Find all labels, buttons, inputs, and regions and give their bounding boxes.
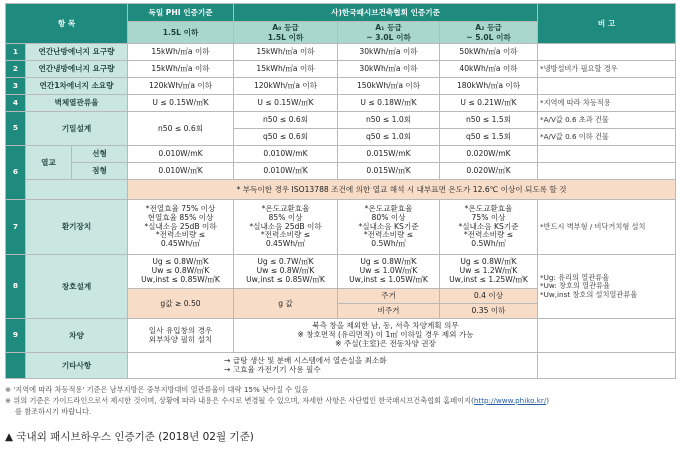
row-label: 연간1차에너지 소요량 <box>26 78 128 95</box>
row-label: 열교 <box>26 146 72 180</box>
header-korea-title: 사)한국패시브건축협회 인증기준 <box>234 4 538 22</box>
a0-value: 120kWh/㎡a 이하 <box>234 78 338 95</box>
german-value: Ug ≤ 0.8W/㎡K Uw ≤ 0.8W/㎡K Uw,inst ≤ 0.85W/㎡K <box>128 255 234 289</box>
row-label: 연간난방에너지 요구량 <box>26 44 128 61</box>
nonres-value: 0.35 이하 <box>440 304 538 319</box>
a0-value: Ug ≤ 0.7W/㎡K Uw ≤ 0.8W/㎡K Uw,inst ≤ 0.85W/㎡K <box>234 255 338 289</box>
header-german-title: 독일 PHI 인증기준 <box>128 4 234 22</box>
summer-label: 주거 <box>338 289 440 304</box>
row-label: 차양 <box>26 319 128 353</box>
a1-value: 30kWh/㎡a 이하 <box>338 61 440 78</box>
remark <box>538 78 676 95</box>
footnote-1: ※ '지역에 따라 차등적용' 기준은 남부지방은 중부지방대비 열관류율이 대략 15% 낮아질 수 있음 <box>5 385 309 394</box>
footnote-2 <box>5 396 675 407</box>
a0-value: 0.010W/mK <box>234 146 338 163</box>
a0-value: q50 ≤ 0.6회 <box>234 129 338 146</box>
g-label: g 값 <box>234 289 338 319</box>
grade-a1-label: A₁ 등급 <box>375 23 402 33</box>
row-number: 2 <box>6 61 26 78</box>
a1-value: U ≤ 0.18W/㎡K <box>338 95 440 112</box>
remark: *A/V값 0.6 이하 건물 <box>538 129 676 146</box>
remark: *Ug: 유리의 열관류율 *Uw: 창호의 열관류율 *Uw,inst 창호의 설치열관류율 <box>538 255 676 319</box>
row-number <box>6 353 26 379</box>
a0-value: *온도교환효율 85% 이상 *실내소음 25dB 이하 *전력소비량 ≤ 0.45Wh/㎥ <box>234 200 338 255</box>
remark <box>538 44 676 61</box>
a2-value: 50kWh/㎡a 이하 <box>440 44 538 61</box>
header-german-sub: 1.5L 이하 <box>128 22 234 44</box>
other-notes: → 급탕 생산 및 분배 시스템에서 열손실을 최소화 → 고효율 가전기기 사용 필수 <box>128 353 538 379</box>
row-number: 7 <box>6 200 26 255</box>
table-row <box>6 319 676 353</box>
a2-value: Ug ≤ 0.8W/㎡K Uw ≤ 1.2W/㎡K Uw,inst ≤ 1.25W/㎡K <box>440 255 538 289</box>
grade-a2-label: A₂ 등급 <box>475 23 502 33</box>
table-row <box>6 95 676 112</box>
a2-value: q50 ≤ 1.5회 <box>440 129 538 146</box>
row-number: 5 <box>6 112 26 146</box>
table-row <box>6 44 676 61</box>
a2-value: *온도교환효율 75% 이상 *실내소음 KS기준 *전력소비량 ≤ 0.5Wh/㎥ <box>440 200 538 255</box>
row-label: 기밀설계 <box>26 112 128 146</box>
german-value: n50 ≤ 0.6회 <box>128 112 234 146</box>
a1-value: Ug ≤ 0.8W/㎡K Uw ≤ 1.0W/㎡K Uw,inst ≤ 1.05W/㎡K <box>338 255 440 289</box>
a0-value: 15kWh/㎡a 이하 <box>234 44 338 61</box>
nonres-label: 비주거 <box>338 304 440 319</box>
standards-table <box>5 3 676 379</box>
remark: *냉방설비가 필요할 경우 <box>538 61 676 78</box>
table-row <box>6 112 676 129</box>
row-label: 환기장치 <box>26 200 128 255</box>
row-label: 기타사항 <box>26 353 128 379</box>
remark <box>538 319 676 353</box>
a1-value: 0.015W/㎡K <box>338 163 440 180</box>
header-grade-a0 <box>234 22 338 44</box>
a2-value: 0.020W/㎡K <box>440 163 538 180</box>
table-row <box>6 163 676 180</box>
a1-value: 150kWh/㎡a 이하 <box>338 78 440 95</box>
row-number: 6 <box>6 146 26 200</box>
german-value: U ≤ 0.15W/㎡K <box>128 95 234 112</box>
german-value: *전열효율 75% 이상 현열효율 85% 이상 *실내소음 25dB 이하 *전력소비량 ≤ 0.45Wh/㎥ <box>128 200 234 255</box>
a1-value: *온도교환효율 80% 이상 *실내소음 KS기준 *전력소비량 ≤ 0.5Wh/㎥ <box>338 200 440 255</box>
sub-label: 선형 <box>72 146 128 163</box>
g-value: g값 ≥ 0.50 <box>128 289 234 319</box>
korea-value: 북측 창을 제외한 남, 동, 서측 차양계획 의무 ※ 창호면적 (유리면적) 이 1㎡ 이하일 경우 제외 가능 ※ 주실(主室)은 전동차양 권장 <box>234 319 538 353</box>
footnote-2-close: ) <box>546 395 550 405</box>
a1-value: q50 ≤ 1.0회 <box>338 129 440 146</box>
row-number: 9 <box>6 319 26 353</box>
row-number: 8 <box>6 255 26 319</box>
a0-value: 0.010W/㎡K <box>234 163 338 180</box>
header-remarks: 비 고 <box>538 4 676 44</box>
a1-value: 30kWh/㎡a 이하 <box>338 44 440 61</box>
table-row <box>6 146 676 163</box>
footnote-2-cont: 를 참조하시기 바랍니다. <box>15 406 92 416</box>
header-item: 항 목 <box>6 4 128 44</box>
document <box>5 3 675 444</box>
footnotes <box>5 385 675 417</box>
remark <box>538 353 676 379</box>
a2-value: 180kWh/㎡a 이하 <box>440 78 538 95</box>
grade-a1-sub: ~ 3.0L 이하 <box>366 32 411 42</box>
table-row <box>6 353 676 379</box>
german-value: 0.010W/㎡K <box>128 163 234 180</box>
row-label: 창호설계 <box>26 255 128 319</box>
summer-value: 0.4 이상 <box>440 289 538 304</box>
header-grade-a2 <box>440 22 538 44</box>
table-row <box>6 180 676 200</box>
a1-value: 0.015W/mK <box>338 146 440 163</box>
german-value: 120kWh/㎡a 이하 <box>128 78 234 95</box>
remark <box>538 146 676 163</box>
table-row <box>6 255 676 289</box>
a0-value: 15kWh/㎡a 이하 <box>234 61 338 78</box>
table-row <box>6 78 676 95</box>
homepage-link[interactable]: http://www.phiko.kr/ <box>473 395 547 405</box>
grade-a0-sub: 1.5L 이하 <box>267 32 304 42</box>
figure-caption: ▲ 국내외 패시브하우스 인증기준 (2018년 02월 기준) <box>5 431 254 444</box>
german-value: 0.010W/mK <box>128 146 234 163</box>
a0-value: n50 ≤ 0.6회 <box>234 112 338 129</box>
header-grade-a1 <box>338 22 440 44</box>
thermal-bridge-note: * 부득이한 경우 ISO13788 조건에 의한 열교 해석 시 내부표면 온도가 12.6℃ 이상이 되도록 할 것 <box>128 180 676 200</box>
grade-a0-label: A₀ 등급 <box>272 23 299 33</box>
row-label: 벽체열관류율 <box>26 95 128 112</box>
german-value: 일사 유입창의 경우 외부차양 필히 설치 <box>128 319 234 353</box>
remark: *반드시 벽부형 / 비닥거치형 설치 <box>538 200 676 255</box>
a1-value: n50 ≤ 1.0회 <box>338 112 440 129</box>
a2-value: 0.020W/mK <box>440 146 538 163</box>
sub-label: 점형 <box>72 163 128 180</box>
table-row <box>6 200 676 255</box>
table-row <box>6 61 676 78</box>
german-value: 15kWh/㎡a 이하 <box>128 61 234 78</box>
row-label-spacer <box>26 180 128 200</box>
row-number: 4 <box>6 95 26 112</box>
row-number: 3 <box>6 78 26 95</box>
a2-value: n50 ≤ 1.5회 <box>440 112 538 129</box>
a0-value: U ≤ 0.15W/㎡K <box>234 95 338 112</box>
footnote-2-text: ※ 위의 기준은 가이드라인으로서 제시한 것이며, 상황에 따라 내용은 수시로 변경될 수 있으며, 자세한 사항은 사단법인 한국패시브건축협회 홈페이지( <box>5 395 474 405</box>
remark: *A/V값 0.6 초과 건물 <box>538 112 676 129</box>
a2-value: U ≤ 0.21W/㎡K <box>440 95 538 112</box>
row-label: 연간냉방에너지 요구량 <box>26 61 128 78</box>
remark: *지역에 따라 차등적용 <box>538 95 676 112</box>
german-value: 15kWh/㎡a 이하 <box>128 44 234 61</box>
grade-a2-sub: ~ 5.0L 이하 <box>466 32 511 42</box>
remark <box>538 163 676 180</box>
row-number: 1 <box>6 44 26 61</box>
a2-value: 40kWh/㎡a 이하 <box>440 61 538 78</box>
